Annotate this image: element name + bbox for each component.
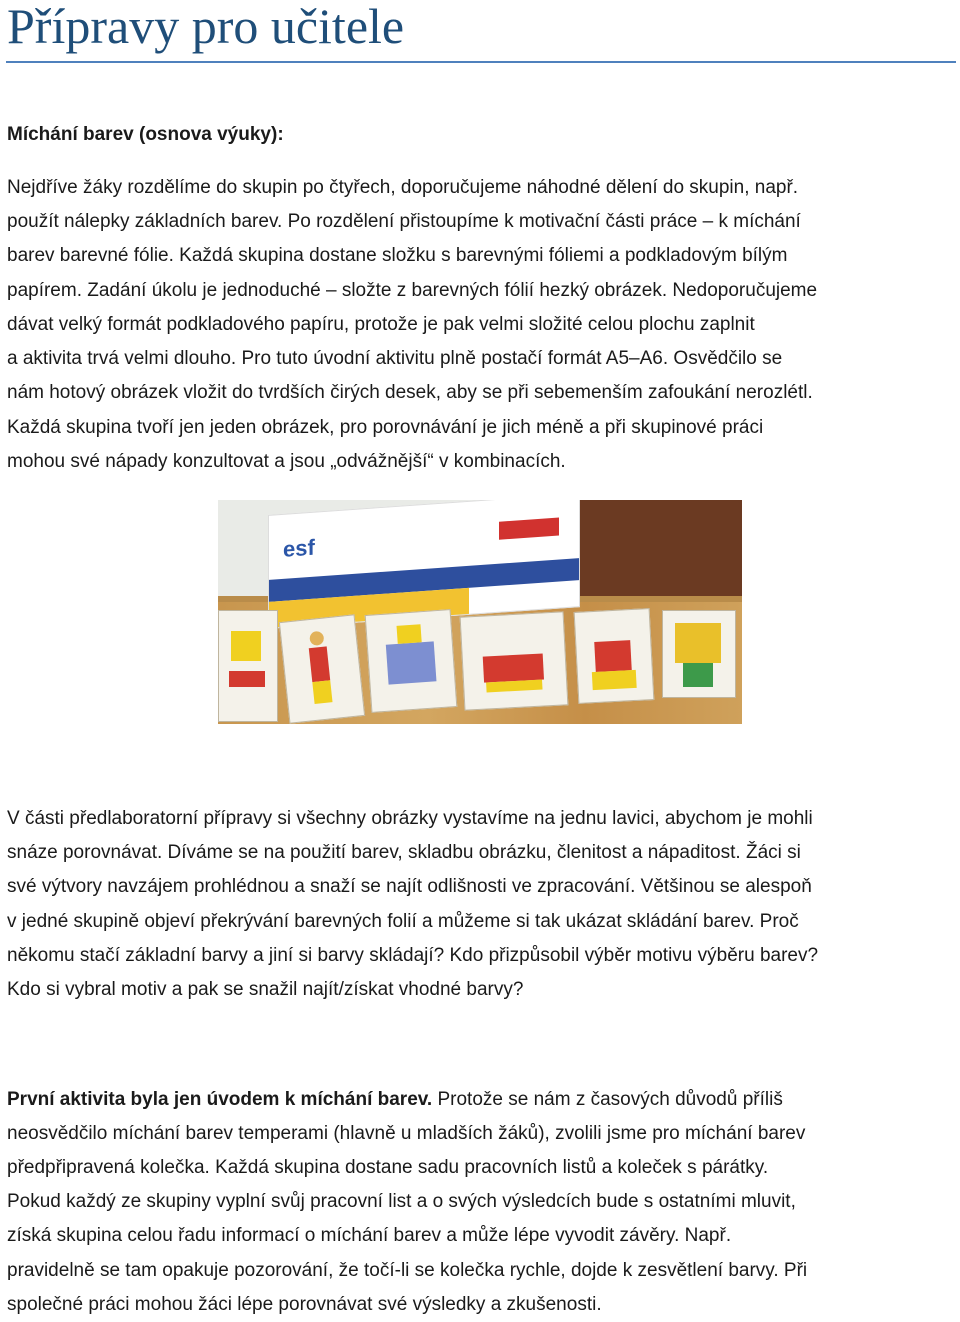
text-line: mohou své nápady konzultovat a jsou „odvážnější“ v kombinacích. [7, 451, 566, 472]
picture-shape [386, 641, 437, 684]
children-picture [662, 610, 736, 698]
children-picture [365, 609, 458, 713]
photo-door [574, 500, 742, 600]
text-line: pravidelně se tam opakuje pozorování, že točí-li se kolečka rychle, dojde k zesvětlení barvy. Při [7, 1260, 808, 1281]
leaflet-logo: esf [283, 534, 315, 562]
text-line [7, 1083, 953, 1117]
text-line: snáze porovnávat. Díváme se na použití barev, skladbu obrázku, členitost a nápaditost. Žáci si [7, 842, 801, 863]
text-line: neosvědčilo míchání barev temperami (hlavně u mladších žáků), zvolili jsme pro míchání barev [7, 1123, 806, 1144]
picture-shape [594, 640, 632, 672]
text-line: předpřipravená kolečka. Každá skupina dostane sadu pracovních listů a koleček s párátky. [7, 1157, 769, 1178]
picture-shape [675, 623, 721, 663]
leaflet-red-logo [499, 518, 559, 540]
children-picture [218, 610, 278, 722]
classroom-photo [218, 500, 742, 724]
picture-shape [229, 671, 265, 687]
text-line: dávat velký formát podkladového papíru, protože je pak velmi složité celou plochu zaplnit [7, 314, 755, 335]
picture-shape [309, 646, 330, 682]
text-line: Nejdříve žáky rozdělíme do skupin po čtyřech, doporučujeme náhodné dělení do skupin, např. [7, 177, 799, 198]
picture-shape [309, 631, 324, 646]
text-line: Každá skupina tvoří jen jeden obrázek, pro porovnávání je jich méně a při skupinové práci [7, 417, 764, 438]
page-title: Přípravy pro učitele [7, 0, 405, 54]
picture-shape [683, 663, 713, 687]
picture-shape [483, 653, 544, 682]
text-line: V části předlaboratorní přípravy si všechny obrázky vystavíme na jednu lavici, abychom je mohli [7, 808, 813, 829]
text-line: papírem. Zadání úkolu je jednoduché – složte z barevných fólií hezký obrázek. Nedoporučujeme [7, 280, 818, 301]
text-line: své výtvory navzájem prohlédnou a snaží se najít odlišnosti ve zpracování. Většinou se alespoň [7, 876, 812, 897]
picture-shape [486, 680, 542, 693]
picture-shape [397, 624, 422, 644]
title-divider [6, 61, 956, 63]
text-line: Kdo si vybral motiv a pak se snažil najít/získat vhodné barvy? [7, 979, 524, 1000]
children-picture [460, 611, 569, 710]
photo-leaflet [268, 500, 580, 629]
children-picture [574, 608, 655, 704]
text-line: barev barevné fólie. Každá skupina dostane složku s barevnými fóliemi a podkladovým bílým [7, 245, 788, 266]
children-picture [279, 614, 365, 723]
text-line: získá skupina celou řadu informací o míchání barev a může lépe vyvodit závěry. Např. [7, 1225, 732, 1246]
lead-bold: První aktivita byla jen úvodem k míchání barev. [7, 1089, 433, 1110]
text-line: společné práci mohou žáci lépe porovnávat své výsledky a zkušenosti. [7, 1294, 602, 1315]
picture-shape [592, 670, 637, 690]
picture-shape [312, 680, 332, 704]
text-line: a aktivita trvá velmi dlouho. Pro tuto úvodní aktivitu plně postačí formát A5–A6. Osvědčilo se [7, 348, 783, 369]
text-line: použít nálepky základních barev. Po rozdělení přistoupíme k motivační části práce – k míchání [7, 211, 801, 232]
text-line: někomu stačí základní barvy a jiní si barvy skládají? Kdo přizpůsobil výběr motivu výběru barev? [7, 945, 819, 966]
text-line: nám hotový obrázek vložit do tvrdších čirých desek, aby se při sebemenším zafoukání nerozlétl. [7, 382, 813, 403]
lead-rest: Protože se nám z časových důvodů příliš [432, 1089, 783, 1110]
text-line: v jedné skupině objeví překrývání barevných folií a můžeme si tak ukázat skládání barev. Proč [7, 911, 799, 932]
picture-shape [231, 631, 261, 661]
text-line: Pokud každý ze skupiny vyplní svůj pracovní list a o svých výsledcích bude s ostatními mluvit, [7, 1191, 796, 1212]
section-heading: Míchání barev (osnova výuky): [7, 124, 284, 145]
